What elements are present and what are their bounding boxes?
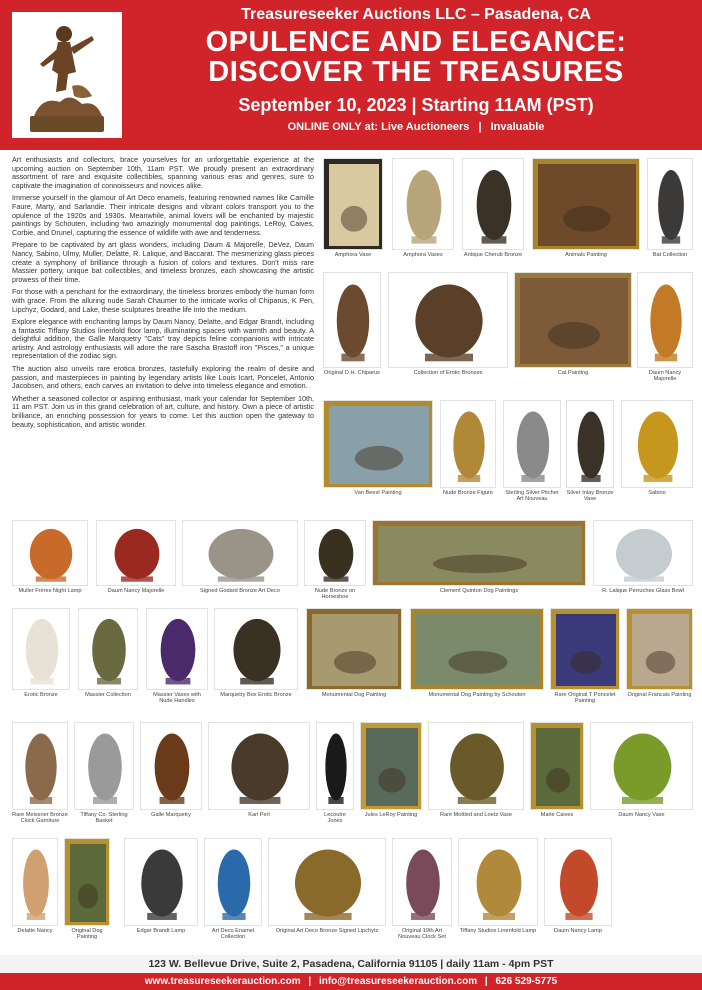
auction-item-bat-collection[interactable] bbox=[647, 158, 693, 264]
item-photo[interactable] bbox=[550, 608, 620, 690]
auction-item-lecoutre-clock[interactable] bbox=[316, 722, 354, 824]
item-photo[interactable] bbox=[12, 838, 58, 926]
item-caption: Art Deco Enamel Collection bbox=[211, 928, 255, 941]
item-caption: Van Beest Painting bbox=[354, 490, 402, 496]
item-photo[interactable] bbox=[514, 272, 632, 368]
auction-date: September 10, 2023 | Starting 11AM (PST) bbox=[238, 95, 594, 115]
auction-item-leroy-painting[interactable] bbox=[360, 722, 422, 824]
auction-item-massier-vases[interactable] bbox=[146, 608, 208, 704]
separator: | bbox=[478, 121, 482, 133]
auction-item-nude-horseshoe[interactable] bbox=[304, 520, 366, 600]
auction-item-muller-lamp[interactable] bbox=[12, 520, 88, 600]
intro-paragraph: The auction also unveils rare erotica bronzes, tastefully exploring the realm of desire and passion, and masterpieces in painting by legendary artists like Louis Icart, Poncelet, Antonio Jacobsen, and others, each carves an invitation to delve into timeless elegance and emotion. bbox=[12, 364, 314, 391]
item-caption: Tiffany Studios Linenfold Lamp bbox=[459, 928, 537, 934]
item-caption: Cat Painting bbox=[557, 370, 589, 376]
auction-item-erotic-bronze-standing[interactable] bbox=[12, 608, 70, 704]
footer-address: 123 W. Bellevue Drive, Suite 2, Pasadena, California 91105 | daily 11am - 4pm PST bbox=[0, 955, 702, 973]
item-caption: Original Dog Painting bbox=[71, 928, 103, 941]
item-caption: Erotic Bronze bbox=[24, 692, 58, 698]
auction-item-bronze-vase[interactable] bbox=[566, 400, 614, 502]
item-photo[interactable] bbox=[12, 722, 68, 810]
item-photo[interactable] bbox=[12, 520, 88, 586]
auction-item-delatte-nancy[interactable] bbox=[12, 838, 58, 940]
bronze-statue-image bbox=[12, 12, 122, 138]
item-photo[interactable] bbox=[12, 608, 70, 690]
auction-item-erotic-box[interactable] bbox=[214, 608, 298, 704]
item-photo[interactable] bbox=[146, 608, 208, 690]
item-photo[interactable] bbox=[140, 722, 202, 810]
item-photo[interactable] bbox=[503, 400, 561, 488]
item-photo[interactable] bbox=[462, 158, 524, 250]
auction-title bbox=[130, 27, 702, 87]
item-caption: Rare Mottled and Loetz Vase bbox=[439, 812, 513, 818]
item-photo[interactable] bbox=[360, 722, 422, 810]
intro-paragraph: Explore elegance with enchanting lamps by Daum Nancy, Delatte, and Edgar Brandt, including a fantastic Tiffany Studios linenfold floor lamp, illuminating spaces with warmth and beauty. A delightful addition, the Galle Marquetry "Cats" tray depicts feline companions with intricate artistry. And astrology enthusiasts will adore the rare Sascha Brastoff iron "Pisces," a unique representation of the zodiac sign. bbox=[12, 317, 314, 361]
title-line-2: DISCOVER THE TREASURES bbox=[208, 56, 624, 88]
auction-item-cat-painting[interactable] bbox=[514, 272, 632, 382]
item-photo[interactable] bbox=[388, 272, 508, 368]
item-photo[interactable] bbox=[323, 272, 381, 368]
intro-paragraph: Prepare to be captivated by art glass wonders, including Daum & Majorelle, DeVez, Daum Nancy, Sabino, Ulmy, Muller, Delatte, R. Lalique, and Baccarat. The mesmerizing glass pieces create a symphony of brilliance through a fusion of colors and textures. Don't miss rare Massier pottery, unique bat collectibles, and timeless bronzes, each showcasing the artistic prowess of their time. bbox=[12, 240, 314, 284]
auction-item-daum-nancy-vase[interactable] bbox=[590, 722, 693, 824]
item-photo[interactable] bbox=[323, 400, 433, 488]
item-caption: Sterling Silver Pitcher Art Nouveau bbox=[505, 490, 559, 503]
item-photo[interactable] bbox=[637, 272, 693, 368]
item-photo[interactable] bbox=[78, 608, 138, 690]
item-caption: Daum Nancy Vase bbox=[618, 812, 665, 818]
item-photo[interactable] bbox=[204, 838, 262, 926]
item-caption: Daum Nancy Majorelle bbox=[107, 588, 165, 594]
item-caption: Clement Quinton Dog Paintings bbox=[439, 588, 519, 594]
auction-item-lipchytz-bronze[interactable] bbox=[268, 838, 386, 940]
item-caption: Animals Painting bbox=[565, 252, 607, 258]
item-caption: Marquetry Box Erotic Bronze bbox=[220, 692, 292, 698]
auction-item-garniture[interactable] bbox=[12, 722, 68, 824]
item-photo[interactable] bbox=[372, 520, 586, 586]
auction-item-clock-set[interactable] bbox=[392, 838, 452, 940]
intro-paragraph: Whether a seasoned collector or aspiring enthusiast, mark your calendar for September 10th, 11 am PST. Join us in this grand celebration of art, culture, and history. Own a piece of artistic brilliance, an enriching possession for years to come. Let this auction open the gateway to beauty, sophistication, and artistic wonder. bbox=[12, 393, 314, 429]
item-caption: Original 19th Art Nouveau Clock Set bbox=[398, 928, 446, 941]
item-photo[interactable] bbox=[304, 520, 366, 586]
item-photo[interactable] bbox=[590, 722, 693, 810]
item-photo[interactable] bbox=[532, 158, 640, 250]
phone-number[interactable]: 626 529-5775 bbox=[495, 976, 558, 987]
item-photo[interactable] bbox=[323, 158, 383, 250]
item-caption: Galle Marquetry bbox=[151, 812, 191, 818]
auction-item-art-deco-bronze[interactable] bbox=[182, 520, 298, 600]
item-caption: Original D.H. Chiparus bbox=[324, 370, 380, 376]
auction-item-karl-perl[interactable] bbox=[208, 722, 310, 824]
separator: | bbox=[308, 976, 312, 987]
online-prefix: ONLINE ONLY at: bbox=[287, 121, 379, 133]
item-photo[interactable] bbox=[268, 838, 386, 926]
item-caption: Signed Godard Bronze Art Deco bbox=[200, 588, 280, 594]
item-caption: Nude Bronze on Horseshoe bbox=[314, 588, 356, 601]
item-photo[interactable] bbox=[124, 838, 198, 926]
item-caption: Antique Cherub Bronze bbox=[463, 252, 523, 258]
item-caption: Daum Nancy Majorelle bbox=[648, 370, 682, 383]
item-caption: Massier Collection bbox=[85, 692, 131, 698]
auction-item-dog-paintings[interactable] bbox=[372, 520, 586, 600]
item-photo[interactable] bbox=[96, 520, 176, 586]
item-caption: Marie Caives bbox=[540, 812, 574, 818]
auction-item-tiffany-floor-lamp[interactable] bbox=[458, 838, 538, 940]
item-caption: Daum Nancy Lamp bbox=[554, 928, 602, 934]
item-caption: Monumental Dog Painting by Schouten bbox=[428, 692, 526, 698]
item-caption: Rare Meissner Bronze Clock Garniture bbox=[12, 812, 68, 825]
auction-item-brandt-lamp[interactable] bbox=[124, 838, 198, 940]
item-caption: Monumental Dog Painting bbox=[321, 692, 387, 698]
item-photo[interactable] bbox=[392, 838, 452, 926]
item-photo[interactable] bbox=[621, 400, 693, 488]
auction-item-tiffany-basket[interactable] bbox=[74, 722, 134, 824]
item-caption: Lecoutre Jones bbox=[324, 812, 346, 825]
item-caption: Amphora Vase bbox=[334, 252, 372, 258]
item-caption: Delatte Nancy bbox=[17, 928, 53, 934]
auction-item-amphora-vase[interactable] bbox=[323, 158, 383, 264]
auction-item-daum-majorelle-bowl[interactable] bbox=[96, 520, 176, 600]
auction-item-daum-majorelle[interactable] bbox=[637, 272, 693, 382]
item-photo[interactable] bbox=[440, 400, 496, 488]
item-photo[interactable] bbox=[566, 400, 614, 488]
item-photo[interactable] bbox=[530, 722, 584, 810]
auction-item-schouten-dog[interactable] bbox=[410, 608, 544, 704]
platform-invaluable[interactable]: Invaluable bbox=[490, 121, 545, 133]
item-photo[interactable] bbox=[316, 722, 354, 810]
item-photo[interactable] bbox=[428, 722, 524, 810]
item-caption: Muller Frères Night Lamp bbox=[18, 588, 82, 594]
auction-item-toy-painting[interactable] bbox=[626, 608, 693, 704]
footer-contact-bar bbox=[0, 973, 702, 990]
auction-item-massier[interactable] bbox=[78, 608, 138, 704]
item-photo[interactable] bbox=[306, 608, 402, 690]
auction-item-erotic-bronzes[interactable] bbox=[388, 272, 508, 382]
auction-item-enamel-collection[interactable] bbox=[204, 838, 262, 940]
auction-item-chiparus-bronze[interactable] bbox=[323, 272, 381, 382]
item-caption: Jules LeRoy Painting bbox=[364, 812, 418, 818]
intro-paragraph: Immerse yourself in the glamour of Art Deco enamels, featuring renowned names like Camille Faure, Marty, and Sarlandie. Their intricate designs and vibrant colors transport you to the opulence of the 1920s and 1930s. Meanwhile, animal lovers will be enchanted by majestic paintings by Schouten, including two amazingly monumental dog paintings, LeRoy, Caives, Corbie, and Drunel, capturing the essence of wildlife with awe and tenderness. bbox=[12, 193, 314, 237]
item-caption: Rare Original T Poncelet Painting bbox=[554, 692, 616, 705]
item-photo[interactable] bbox=[647, 158, 693, 250]
item-caption: Bat Collection bbox=[652, 252, 688, 258]
item-caption: Original Francais Painting bbox=[627, 692, 692, 698]
item-caption: Tiffany Co. Sterling Basket bbox=[80, 812, 128, 825]
item-caption: Massier Vases with Nude Handles bbox=[153, 692, 201, 705]
online-platforms bbox=[130, 121, 702, 133]
item-caption: Sabino bbox=[648, 490, 666, 496]
item-photo[interactable] bbox=[64, 838, 110, 926]
auction-item-animals-painting[interactable] bbox=[532, 158, 640, 264]
header-banner bbox=[0, 0, 702, 150]
auction-item-galle-tray[interactable] bbox=[140, 722, 202, 824]
item-caption: Nude Bronze Figure bbox=[442, 490, 494, 496]
item-photo[interactable] bbox=[410, 608, 544, 690]
separator: | bbox=[484, 976, 488, 987]
auction-item-sheep-painting[interactable] bbox=[323, 400, 433, 502]
auction-item-amphora-vases[interactable] bbox=[392, 158, 454, 264]
auction-item-silver-pitcher[interactable] bbox=[503, 400, 561, 502]
auction-item-poncelet[interactable] bbox=[550, 608, 620, 704]
item-photo[interactable] bbox=[593, 520, 693, 586]
item-caption: Silver Inlay Bronze Vase bbox=[566, 490, 614, 503]
auction-item-daum-nancy-lamp[interactable] bbox=[544, 838, 612, 940]
intro-text bbox=[12, 156, 314, 433]
auction-item-dog-portrait[interactable] bbox=[64, 838, 110, 940]
item-caption: R. Lalique Perruches Glass Bowl bbox=[602, 588, 684, 594]
auction-item-sabino[interactable] bbox=[621, 400, 693, 502]
item-photo[interactable] bbox=[626, 608, 693, 690]
item-photo[interactable] bbox=[208, 722, 310, 810]
item-photo[interactable] bbox=[214, 608, 298, 690]
item-photo[interactable] bbox=[182, 520, 298, 586]
auction-item-nude-bronze-figure[interactable] bbox=[440, 400, 496, 502]
auction-item-window-painting[interactable] bbox=[306, 608, 402, 704]
auction-item-marie-caives[interactable] bbox=[530, 722, 584, 824]
item-photo[interactable] bbox=[74, 722, 134, 810]
item-photo[interactable] bbox=[458, 838, 538, 926]
intro-paragraph: For those with a penchant for the extraordinary, the timeless bronzes embody the human form with grace. From the alluring nude Sarah Chaumer to the intricate works of Chiparus, K Pen, Lipchyz, Godard, and Lake, these sculptures breathe life into the medium. bbox=[12, 287, 314, 314]
item-caption: Karl Perl bbox=[248, 812, 270, 818]
item-photo[interactable] bbox=[392, 158, 454, 250]
item-caption: Collection of Erotic Bronzes bbox=[413, 370, 483, 376]
email-link[interactable]: info@treasureseekerauction.com bbox=[318, 976, 478, 987]
auction-item-antique-cherub-bronze[interactable] bbox=[462, 158, 524, 264]
item-caption: Original Art Deco Bronze Signed Lipchytz bbox=[275, 928, 379, 934]
intro-paragraph: Art enthusiasts and collectors, brace yourselves for an unforgettable experience at the upcoming auction on September 10th, 11am PST. We proudly present an extraordinary assortment of rare and exquisite collectibles, spanning various eras and genres, sure to captivate the imagination of connoisseurs and novices alike. bbox=[12, 155, 314, 190]
item-caption: Amphora Vases bbox=[403, 252, 443, 258]
auction-item-lalique-bowl[interactable] bbox=[593, 520, 693, 600]
item-photo[interactable] bbox=[544, 838, 612, 926]
item-caption: Edgar Brandt Lamp bbox=[136, 928, 186, 934]
company-name: Treasureseeker Auctions LLC – Pasadena, CA bbox=[241, 6, 591, 23]
title-line-1: OPULENCE AND ELEGANCE: bbox=[205, 26, 627, 58]
website-link[interactable]: www.treasureseekerauction.com bbox=[144, 976, 301, 987]
auction-item-loetz-vase[interactable] bbox=[428, 722, 524, 824]
platform-live-auctioneers[interactable]: Live Auctioneers bbox=[381, 121, 470, 133]
